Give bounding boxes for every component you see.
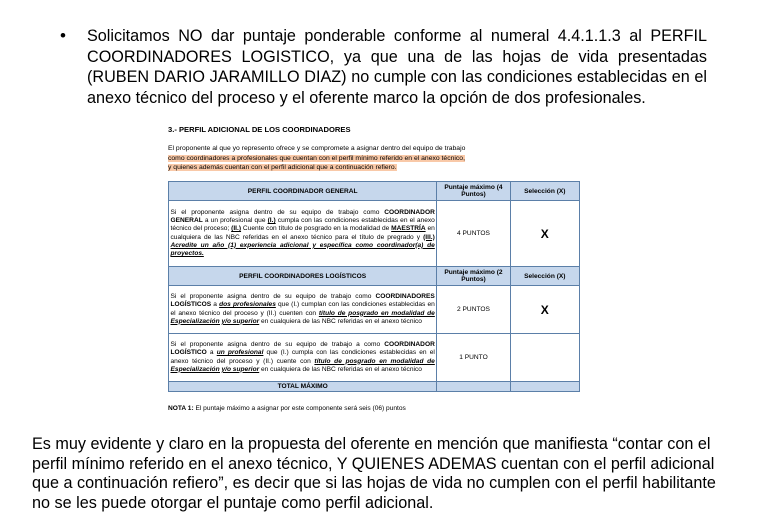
intro-plain: El proponente al que yo represento ofrece y se compromete a asignar dentro del equipo de trabajo: [168, 145, 466, 152]
intro-text: [168, 144, 548, 173]
logistic-points-header: Puntaje máximo (2 Puntos): [437, 267, 510, 286]
general-points-header: Puntaje máximo (4 Puntos): [437, 182, 510, 201]
intro-highlight-1: como coordinadores a profesionales que cuentan con el perfil mínimo referido en el anexo técnico,: [168, 154, 465, 162]
profile-table: [168, 181, 580, 392]
logistic-row2-selection: [510, 334, 579, 382]
logistic-row2-description: Si el proponente asigna dentro de su equipo de trabajo a como COORDINADOR LOGÍSTICO a un profesional que (I.) cumpla con las condiciones establecidas en el anexo técnico del proceso y (II.) cuente con título de posgrado en modalidad de Especialización y/o superior en cualquiera de las NBC referidas en el anexo técnico: [169, 334, 437, 382]
section-title: 3.- PERFIL ADICIONAL DE LOS COORDINADORES: [168, 125, 351, 134]
bullet-text: Solicitamos NO dar puntaje ponderable conforme al numeral 4.4.1.1.3 al PERFIL COORDINADORES LOGISTICO, ya que una de las hojas de vida presentadas (RUBEN DARIO JARAMILLO DIAZ) no cumple con las condiciones establecidas en el anexo técnico del proceso y el oferente marco la opción de dos profesionales.: [87, 27, 707, 107]
logistic-row1-points: 2 PUNTOS: [437, 286, 510, 334]
logistic-row1-selection: X: [510, 286, 579, 334]
closing-paragraph: Es muy evidente y claro en la propuesta del oferente en mención que manifiesta “contar con el perfil mínimo referido en el anexo técnico, Y QUIENES ADEMAS cuentan con el perfil adicional que a continuación refiero”, es decir que si las hojas de vida no cumplen con el perfil habilitante no se les puede otorgar el puntaje como perfil adicional.: [32, 435, 716, 512]
logistic-row1-description: Si el proponente asigna dentro de su equipo de trabajo como COORDINADORES LOGÍSTICOS a dos profesionales que (I.) cumplan con las condiciones establecidas en el anexo técnico del proceso y (II.) cuenten con título de posgrado en modalidad de Especialización y/o superior en cualquiera de las NBC referidas en el anexo técnico: [169, 286, 437, 334]
logistic-selection-header: Selección (X): [510, 267, 579, 286]
general-description: Si el proponente asigna dentro de su equipo de trabajo como COORDINADOR GENERAL a un profesional que (I.) cumpla con las condiciones establecidas en el anexo técnico del proceso; (II.) Cuente con título de posgrado en la modalidad de MAESTRÍA en cualquiera de las NBC referidas en el anexo técnico para el título de pregrado y (III.) Acredite un año (1) experiencia adicional y específica como coordinador(a) de proyectos.: [169, 201, 437, 267]
note: [168, 405, 406, 412]
total-label: TOTAL MÁXIMO: [169, 382, 437, 392]
bullet-dot: •: [60, 26, 66, 45]
note-label: NOTA 1:: [168, 405, 194, 412]
total-selection-cell: [510, 382, 579, 392]
logistic-row2-points: 1 PUNTO: [437, 334, 510, 382]
general-points: 4 PUNTOS: [437, 201, 510, 267]
total-points-cell: [437, 382, 510, 392]
note-text: El puntaje máximo a asignar por este componente será seis (06) puntos: [193, 405, 406, 412]
intro-highlight-2: y quienes además cuentan con el perfil adicional que a continuación refiero.: [168, 164, 397, 171]
logistic-header: PERFIL COORDINADORES LOGÍSTICOS: [169, 267, 437, 286]
general-selection-header: Selección (X): [510, 182, 579, 201]
general-selection: X: [510, 201, 579, 267]
general-header: PERFIL COORDINADOR GENERAL: [169, 182, 437, 201]
